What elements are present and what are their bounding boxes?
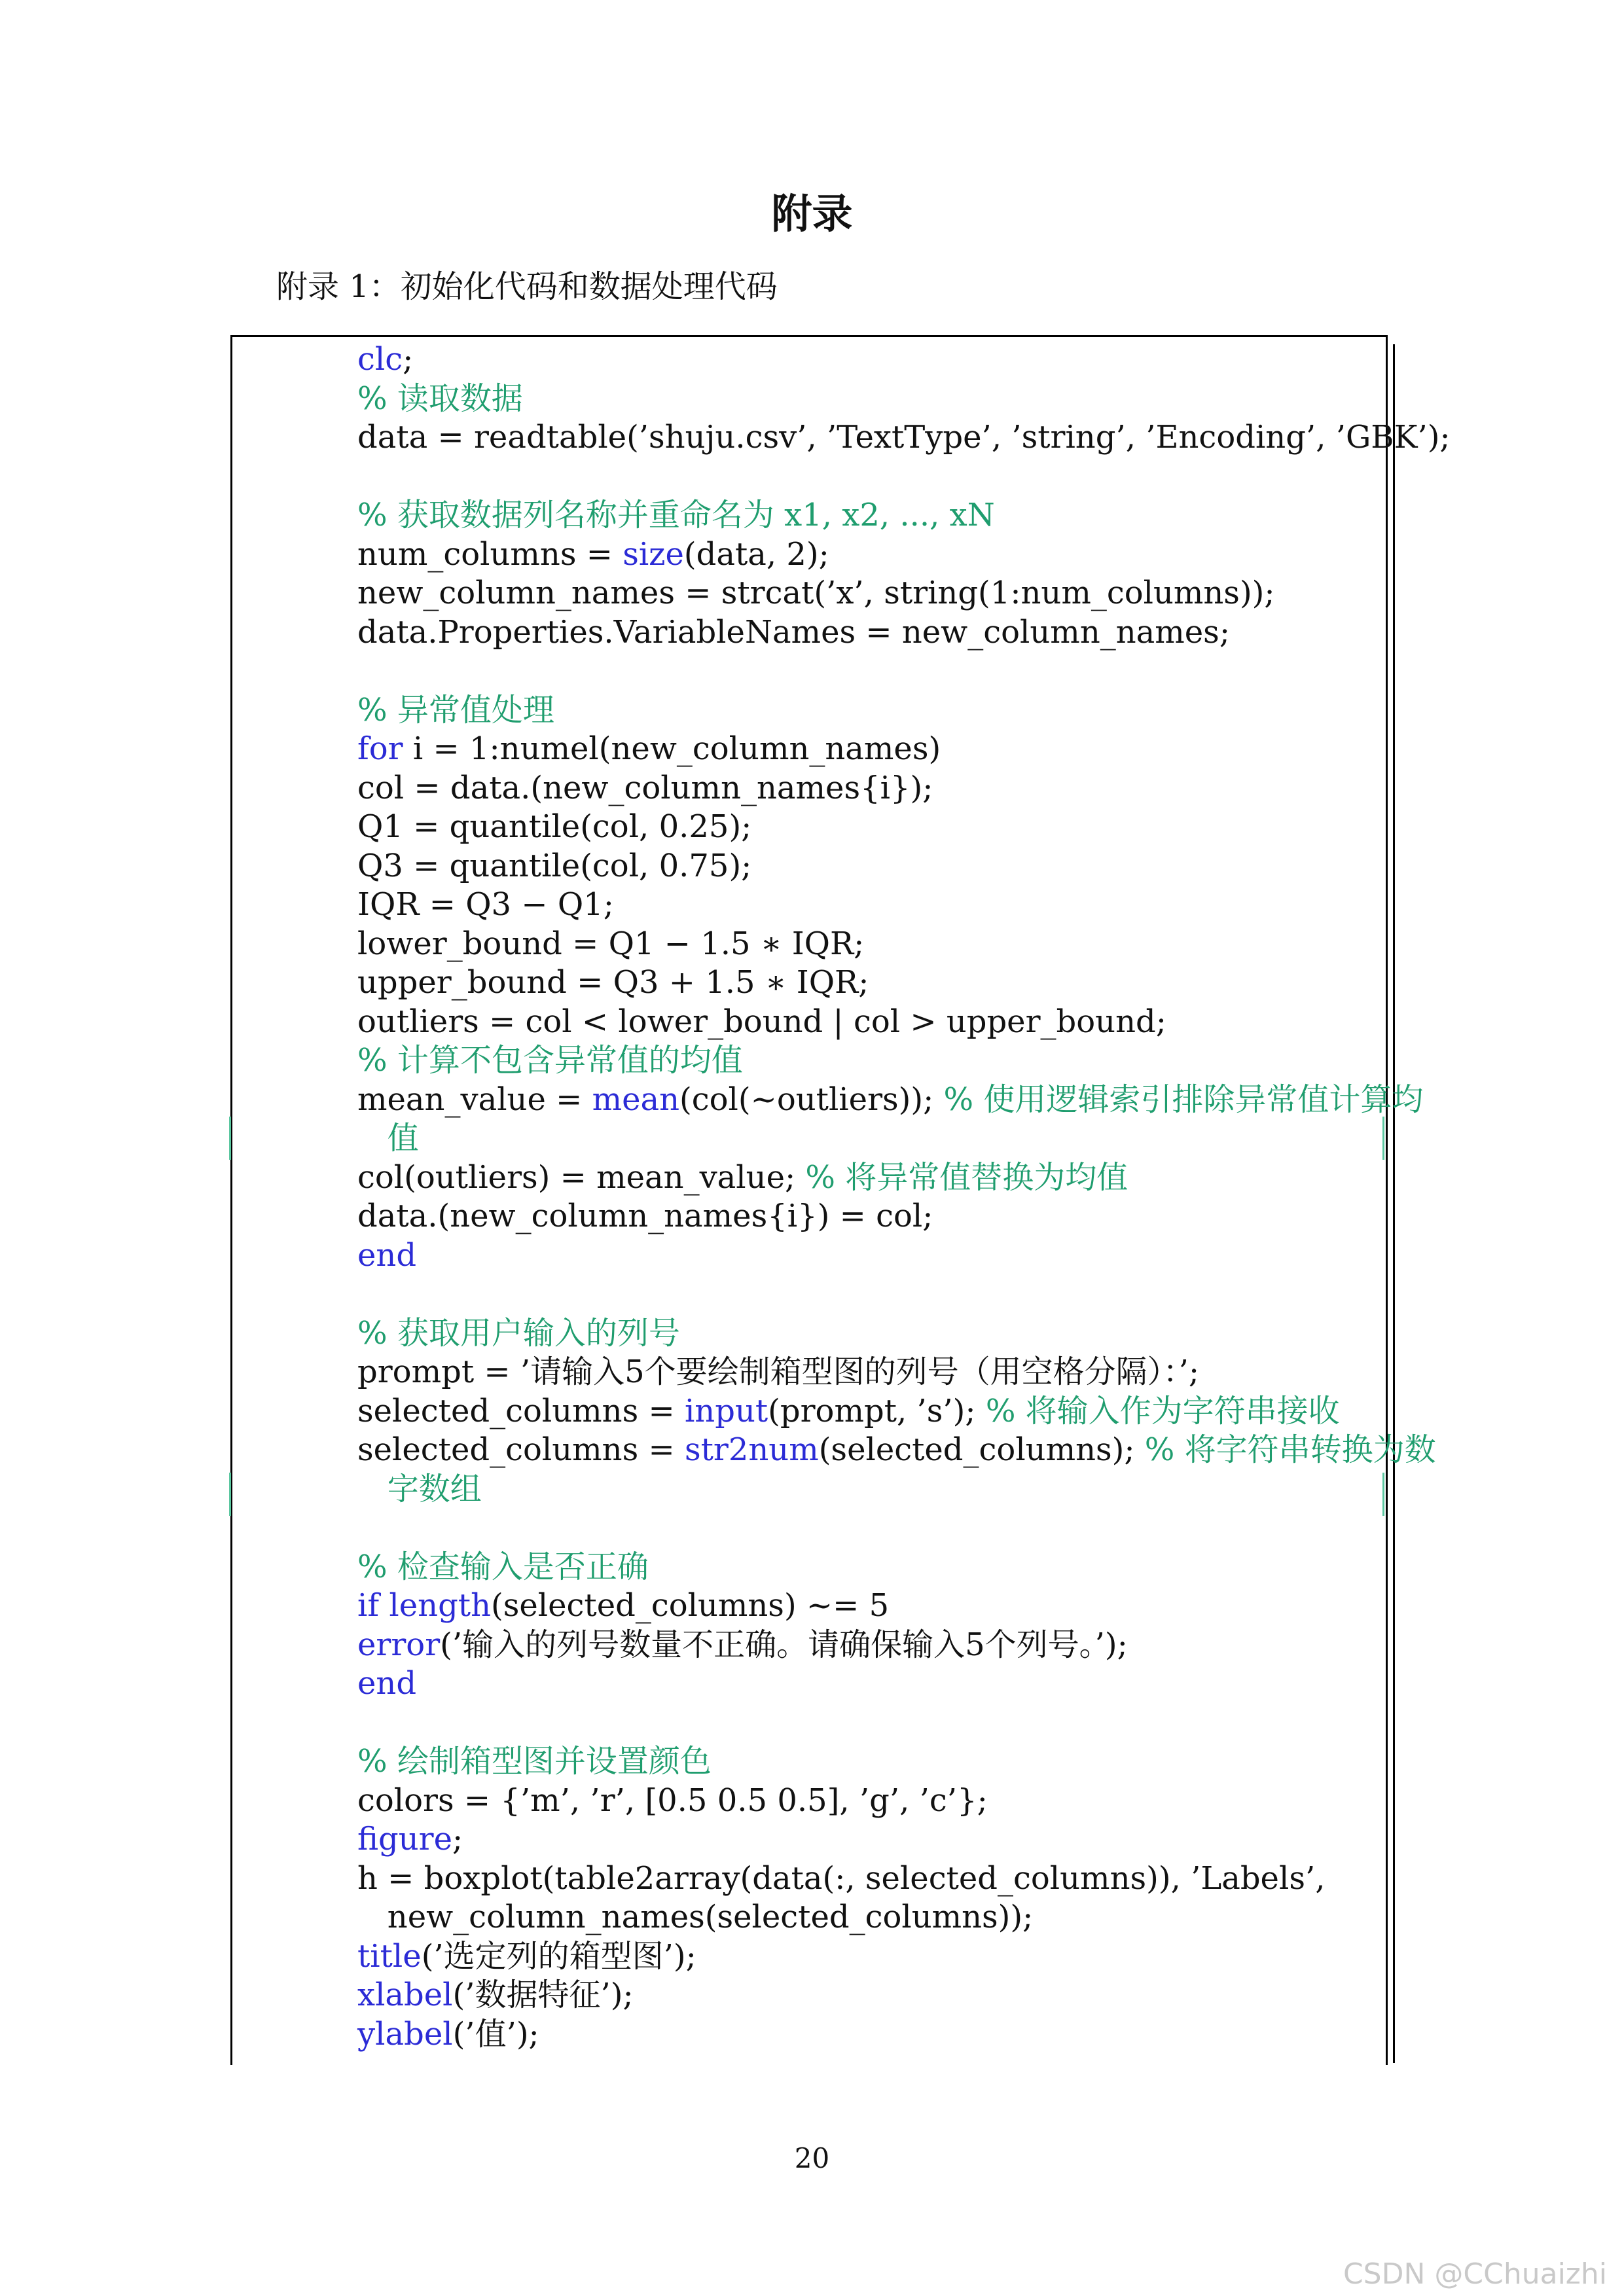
code-text: (prompt, ’s’); — [768, 1392, 986, 1429]
code-comment: % 获取数据列名称并重命名为 x1, x2, ..., xN — [357, 497, 995, 533]
code-keyword: xlabel — [357, 1977, 453, 2013]
code-keyword: str2num — [684, 1431, 819, 1468]
code-line — [357, 1158, 1379, 1198]
code-line — [357, 1275, 1379, 1314]
code-text: selected_columns = — [357, 1392, 685, 1429]
code-line — [357, 691, 1379, 730]
code-text: new_column_names = strcat(’x’, string(1:num_columns)); — [357, 575, 1275, 611]
code-text: new_column_names(selected_columns)); — [357, 1899, 1034, 1935]
code-comment: % 将输入作为字符串接收 — [985, 1392, 1340, 1429]
code-text: IQR = Q3 − Q1; — [357, 886, 614, 923]
code-text: (’输入的列号数量不正确。请确保输入5个列号。’); — [440, 1626, 1128, 1663]
code-text: (selected_columns) ~= 5 — [491, 1587, 890, 1624]
appendix-heading: 附录 — [771, 190, 853, 238]
code-comment: % 获取用户输入的列号 — [357, 1314, 680, 1352]
watermark: CSDN @CChuaizhi — [1343, 2257, 1607, 2291]
code-text: (selected_columns); — [818, 1431, 1145, 1468]
code-line — [357, 730, 1379, 769]
code-line — [357, 1236, 1379, 1276]
code-line — [357, 1314, 1379, 1354]
code-line — [357, 847, 1379, 886]
code-keyword: size — [623, 535, 684, 573]
code-line — [357, 1470, 1379, 1509]
code-line — [357, 1003, 1379, 1042]
code-line — [357, 1119, 1379, 1158]
code-keyword: input — [684, 1392, 768, 1429]
code-line — [357, 1742, 1379, 1782]
wrap-marker-right — [1382, 1473, 1384, 1516]
code-text: i = 1:numel(new_column_names) — [403, 730, 941, 767]
code-text: col = data.(new_column_names{i}); — [357, 769, 933, 806]
code-text: data = readtable(’shuju.csv’, ’TextType’, ’string’, ’Encoding’, ’GBK’); — [357, 419, 1451, 456]
code-line — [357, 1353, 1379, 1392]
code-comment: % 将字符串转换为数 — [1144, 1431, 1436, 1468]
code-line — [357, 808, 1379, 847]
code-line — [357, 1626, 1379, 1665]
code-line — [357, 457, 1379, 497]
code-listing-outer-border — [1393, 344, 1395, 2063]
code-keyword: if — [357, 1587, 380, 1624]
code-text: ; — [403, 341, 414, 378]
code-line — [357, 1704, 1379, 1743]
code-line — [357, 1782, 1379, 1821]
code-text: mean_value = — [357, 1081, 592, 1118]
code-text: data.(new_column_names{i}) = col; — [357, 1198, 933, 1234]
appendix-subheading: 附录 1：初始化代码和数据处理代码 — [276, 268, 778, 305]
code-line — [357, 2015, 1379, 2054]
code-line — [357, 574, 1379, 613]
code-text: (’数据特征’); — [452, 1977, 634, 2013]
code-text: lower_bound = Q1 − 1.5 ∗ IQR; — [357, 925, 865, 962]
code-text: prompt = ’请输入5个要绘制箱型图的列号（用空格分隔）：’; — [357, 1354, 1200, 1390]
code-listing — [357, 340, 1451, 2054]
code-line — [357, 535, 1379, 575]
code-line — [357, 418, 1451, 457]
code-line — [357, 769, 1379, 808]
code-keyword: ylabel — [357, 2015, 453, 2053]
code-line — [357, 1859, 1379, 1899]
code-keyword: end — [357, 1665, 417, 1702]
code-text: (data, 2); — [683, 535, 829, 573]
code-comment: % 使用逻辑索引排除异常值计算均 — [943, 1081, 1424, 1118]
code-line — [357, 963, 1379, 1003]
code-line — [357, 340, 1379, 380]
code-line — [357, 380, 1379, 419]
code-comment: % 检查输入是否正确 — [357, 1548, 649, 1585]
code-comment: 值 — [357, 1120, 419, 1157]
code-comment: % 绘制箱型图并设置颜色 — [357, 1743, 712, 1780]
code-line — [357, 1820, 1379, 1859]
code-text: selected_columns = — [357, 1431, 685, 1468]
code-line — [357, 1937, 1379, 1977]
code-line — [357, 1976, 1379, 2015]
code-comment: % 读取数据 — [357, 380, 523, 417]
page-number: 20 — [794, 2142, 830, 2174]
code-line — [357, 652, 1379, 691]
code-line — [357, 1898, 1379, 1937]
code-comment: % 计算不包含异常值的均值 — [357, 1042, 743, 1079]
code-line — [357, 1431, 1436, 1470]
code-text: col(outliers) = mean_value; — [357, 1158, 806, 1196]
code-comment: % 异常值处理 — [357, 691, 554, 728]
code-keyword: end — [357, 1236, 417, 1274]
code-keyword: clc — [357, 341, 403, 378]
code-line — [357, 613, 1379, 653]
code-keyword: error — [357, 1626, 441, 1663]
code-text: ; — [452, 1821, 463, 1857]
code-line — [357, 1509, 1379, 1548]
code-text: Q3 = quantile(col, 0.75); — [357, 847, 752, 884]
code-line — [357, 1664, 1379, 1704]
code-keyword: for — [357, 730, 403, 767]
code-line — [357, 1081, 1424, 1120]
wrap-marker-right — [1382, 1117, 1384, 1160]
code-comment: % 将异常值替换为均值 — [805, 1158, 1128, 1196]
code-line — [357, 1041, 1379, 1081]
code-line — [357, 1587, 1379, 1626]
code-line — [357, 1548, 1379, 1587]
wrap-marker-left — [229, 1473, 231, 1516]
code-text: h = boxplot(table2array(data(:, selected_columns)), ’Labels’, — [357, 1859, 1326, 1897]
code-text: (col(~outliers)); — [679, 1081, 944, 1118]
code-keyword: mean — [592, 1081, 680, 1118]
code-line — [357, 925, 1379, 964]
code-keyword: title — [357, 1937, 422, 1975]
code-text: data.Properties.VariableNames = new_column_names; — [357, 613, 1230, 651]
code-line — [357, 886, 1379, 925]
code-line — [357, 1392, 1379, 1431]
code-line — [357, 496, 1379, 535]
wrap-marker-left — [229, 1117, 231, 1160]
code-text: upper_bound = Q3 + 1.5 ∗ IQR; — [357, 964, 869, 1001]
code-comment: 字数组 — [357, 1470, 482, 1507]
code-line — [357, 1197, 1379, 1236]
code-text: num_columns = — [357, 535, 623, 573]
code-keyword: figure — [357, 1821, 453, 1857]
code-keyword: length — [389, 1587, 491, 1624]
code-text: outliers = col < lower_bound | col > upper_bound; — [357, 1003, 1166, 1040]
code-text: (’选定列的箱型图’); — [421, 1937, 696, 1975]
code-text — [379, 1587, 389, 1624]
code-text: Q1 = quantile(col, 0.25); — [357, 808, 752, 845]
code-text: colors = {’m’, ’r’, [0.5 0.5 0.5], ’g’, ’c’}; — [357, 1782, 988, 1819]
code-text: (’值’); — [452, 2015, 539, 2053]
